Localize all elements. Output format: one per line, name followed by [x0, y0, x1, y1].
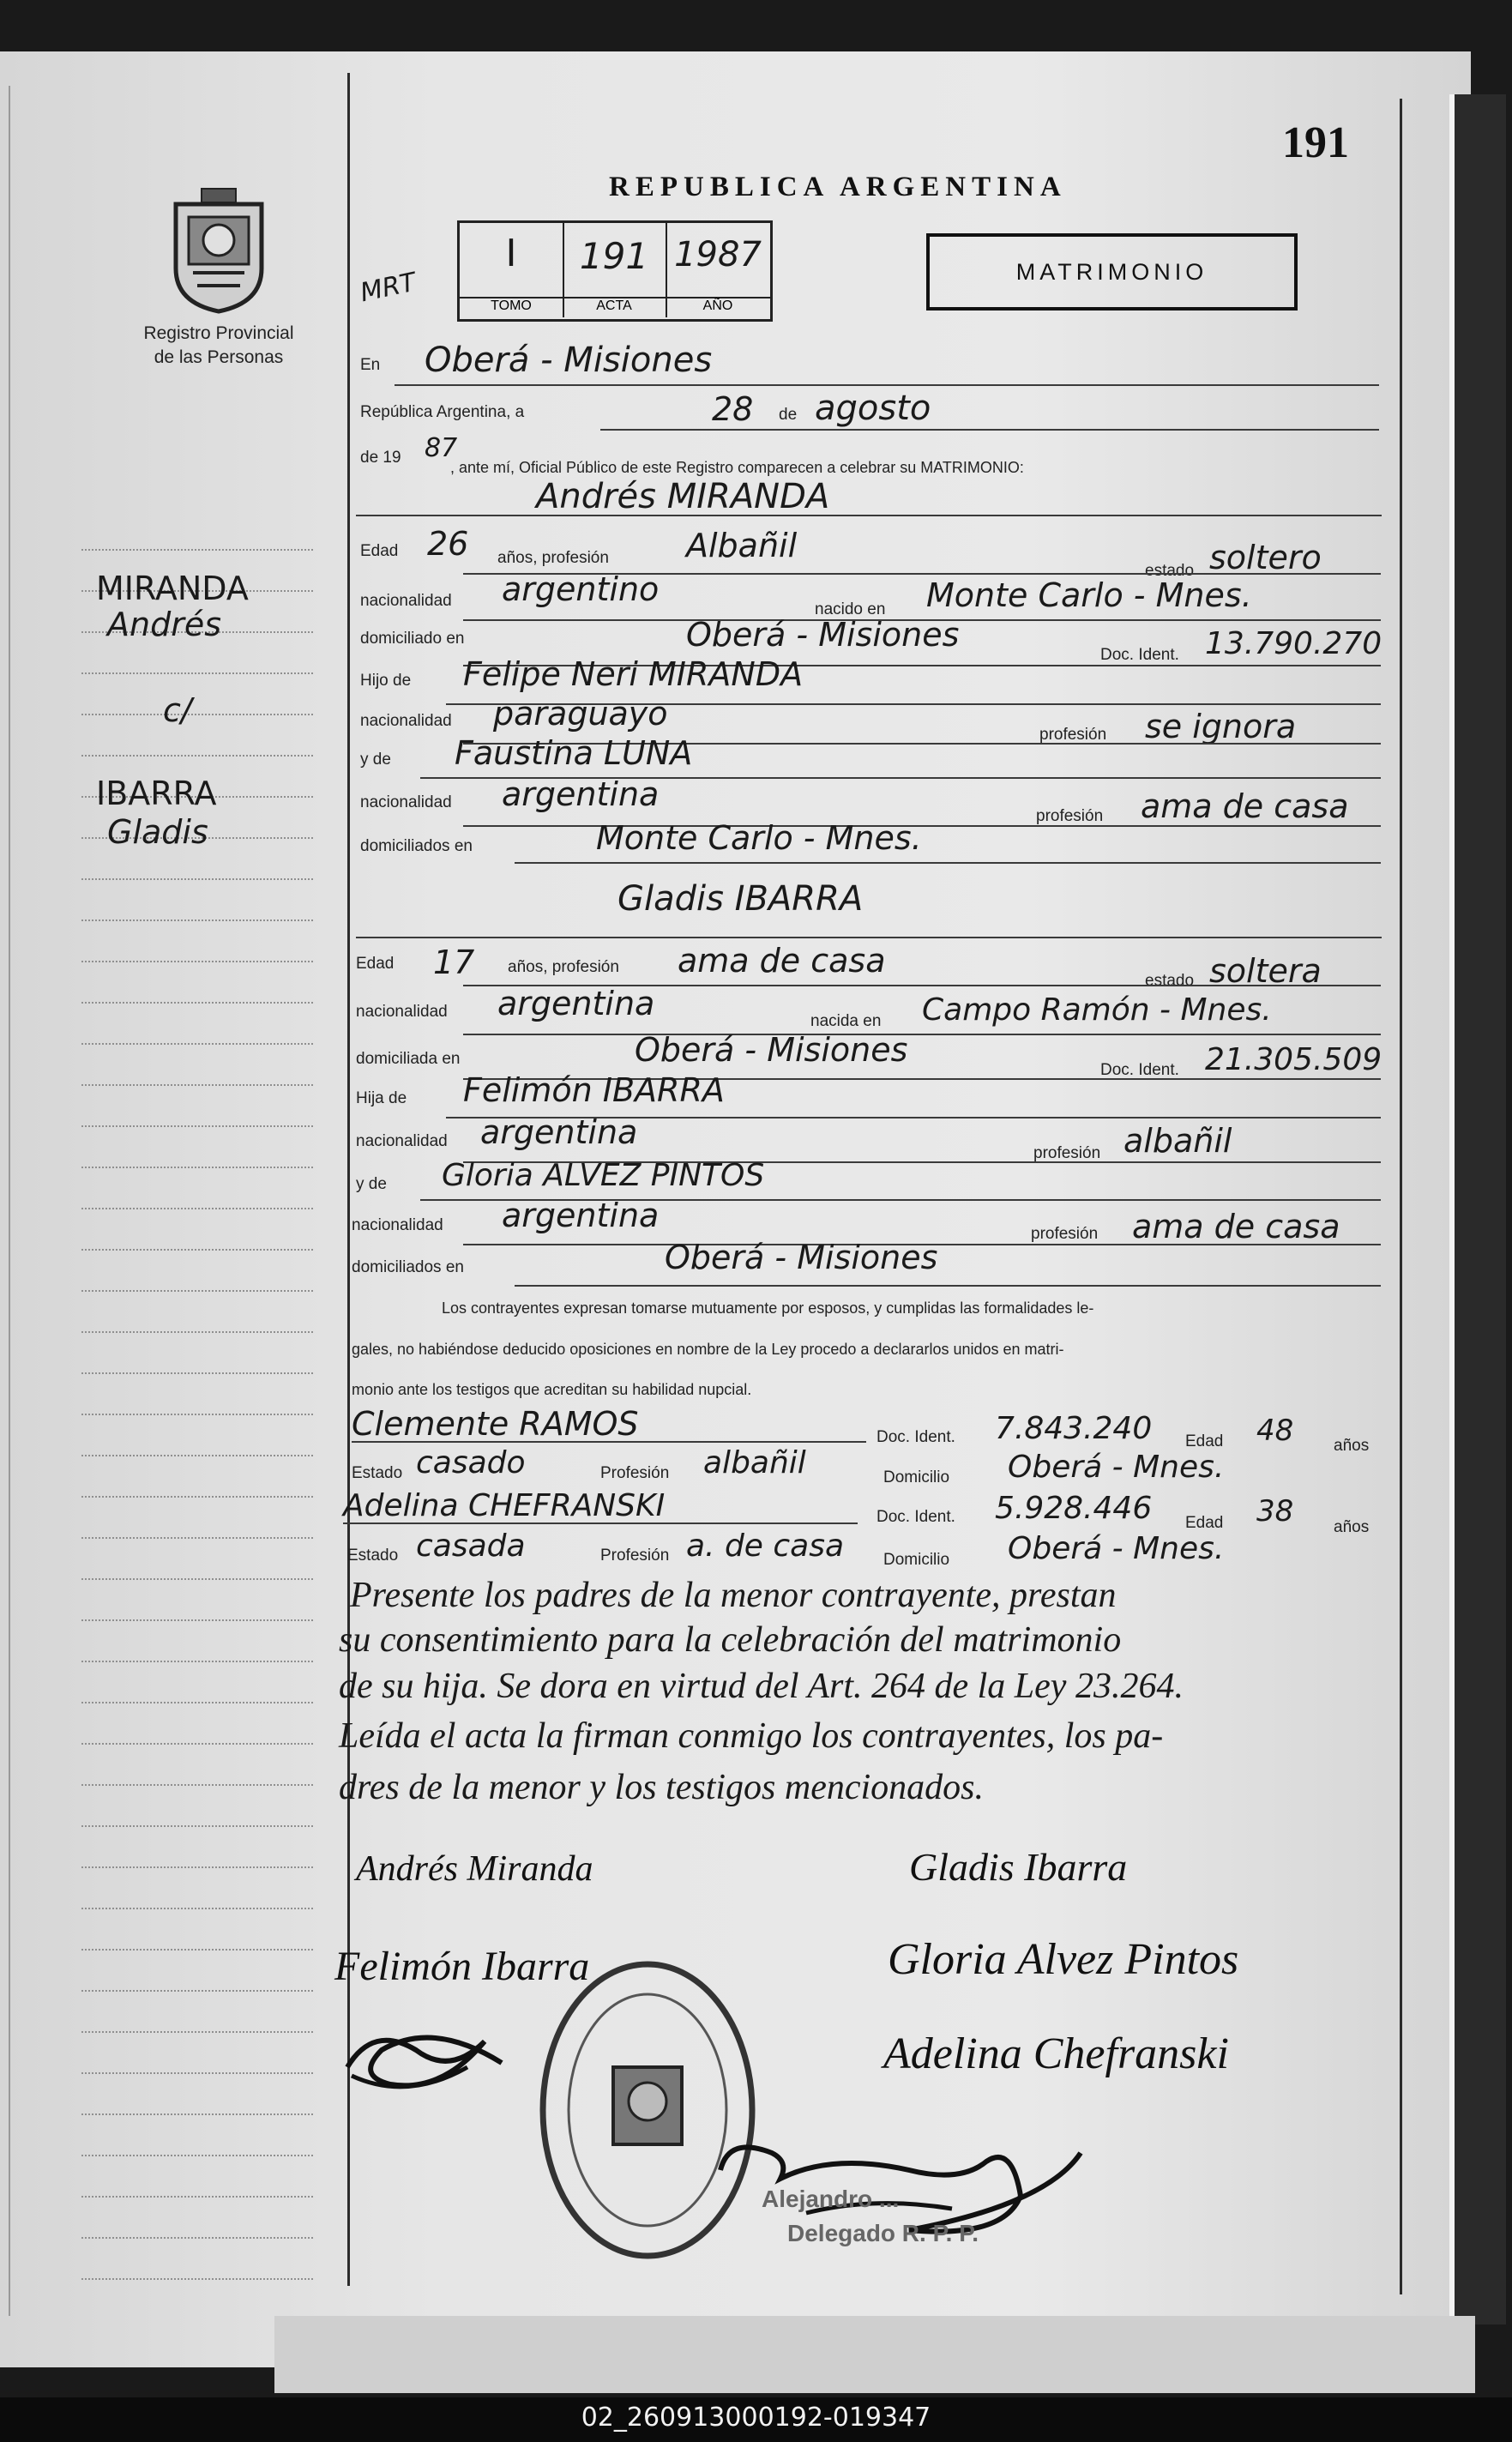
groom-domiciliado-label: domiciliado en	[360, 630, 465, 648]
rule	[343, 1522, 858, 1524]
acta-value: 191	[579, 235, 649, 277]
margin-rule	[81, 1702, 313, 1703]
margin-rule	[81, 672, 313, 674]
groom-domiciliados-label: domiciliados en	[360, 837, 473, 855]
margin-rule	[81, 1661, 313, 1662]
acta-label: ACTA	[563, 297, 666, 314]
margin-rule	[81, 714, 313, 715]
margin-rule	[81, 1331, 313, 1333]
bride-domiciliados-label: domiciliados en	[352, 1258, 464, 1276]
rule	[395, 384, 1379, 386]
intro-preamble: , ante mí, Oficial Público de este Registro comparecen a celebrar su MATRIMONIO:	[450, 459, 1024, 476]
witness1-anios-label: años	[1334, 1437, 1370, 1455]
bride-madre-prof-label: profesión	[1031, 1225, 1099, 1243]
note-line: Presente los padres de la menor contrayente, prestan	[350, 1576, 1117, 1615]
record-type-box	[926, 233, 1298, 311]
bride-nacionalidad: argentina	[497, 985, 655, 1022]
bride-hija-label: Hija de	[356, 1089, 407, 1107]
groom-anios-profesion-label: años, profesión	[497, 549, 609, 567]
registry-ref-box	[457, 220, 773, 322]
groom-padre: Felipe Neri MIRANDA	[463, 655, 804, 693]
record-type: MATRIMONIO	[1015, 258, 1208, 285]
note-line: Leída el acta la firman conmigo los contrayentes, los pa-	[339, 1716, 1164, 1756]
groom-doc: 13.790.270	[1205, 626, 1382, 661]
margin-conjunction: c/	[163, 691, 192, 729]
intro-year-suffix: 87	[425, 433, 458, 463]
margin-rule	[81, 1414, 313, 1415]
margin-rule	[81, 1619, 313, 1621]
bride-padres-domicilio: Oberá - Misiones	[665, 1239, 938, 1276]
groom-nacionalidad: argentino	[502, 570, 660, 608]
note-line: su consentimiento para la celebración del matrimonio	[339, 1620, 1122, 1660]
bride-padre-nacionalidad: argentina	[480, 1113, 638, 1151]
registry-name-line1: Registro Provincial	[143, 323, 294, 343]
scribble-signature-icon	[339, 2016, 510, 2110]
witness2-edad: 38	[1256, 1494, 1294, 1529]
intro-en-label: En	[360, 356, 381, 374]
text-border-right	[1400, 99, 1402, 2294]
witness1-estado-label: Estado	[352, 1464, 403, 1482]
witness1-edad-label: Edad	[1185, 1432, 1224, 1450]
rule	[515, 1285, 1381, 1287]
margin-rule	[81, 1825, 313, 1827]
margin-rule	[81, 1496, 313, 1498]
witness1-profesion-label: Profesión	[600, 1464, 670, 1482]
groom-padre-nacionalidad: paraguayo	[493, 695, 668, 733]
margin-rule	[81, 549, 313, 551]
margin-rule	[81, 1784, 313, 1786]
signature-bride-mother: Gloria Alvez Pintos	[888, 1935, 1239, 1984]
groom-doc-label: Doc. Ident.	[1100, 646, 1179, 664]
scan-id: 02_260913000192-019347	[581, 2403, 931, 2433]
bride-nacida-en: Campo Ramón - Mnes.	[922, 992, 1272, 1028]
bride-padre-profesion: albañil	[1123, 1122, 1232, 1160]
signature-witness2: Adelina Chefranski	[883, 2029, 1229, 2078]
margin-bride-surname: IBARRA	[96, 775, 217, 812]
groom-edad: 26	[427, 525, 469, 563]
tomo-value: I	[505, 232, 517, 275]
bride-edad: 17	[433, 944, 475, 981]
bride-doc-label: Doc. Ident.	[1100, 1061, 1179, 1079]
intro-day: 28	[712, 390, 754, 428]
rule	[463, 1034, 1381, 1035]
rule	[352, 1441, 866, 1443]
bride-madre-nac-label: nacionalidad	[352, 1216, 443, 1234]
declaration-line1: Los contrayentes expresan tomarse mutuamente por esposos, y cumplidas las formalidades le-	[442, 1299, 1094, 1317]
page-number: 191	[1282, 118, 1349, 167]
registry-emblem-icon	[163, 187, 274, 316]
bride-nacida-label: nacida en	[810, 1012, 882, 1030]
declaration-line2: gales, no habiéndose deducido oposiciones en nombre de la Ley procedo a declararlos unidos en matri-	[352, 1341, 1064, 1358]
groom-estado-label: estado	[1145, 562, 1195, 580]
bride-domicilio: Oberá - Misiones	[635, 1031, 908, 1069]
groom-edad-label: Edad	[360, 542, 399, 560]
margin-rule	[81, 920, 313, 921]
groom-hijo-label: Hijo de	[360, 672, 412, 690]
signature-bride-father: Felimón Ibarra	[334, 1944, 590, 1989]
groom-madre-prof-label: profesión	[1036, 807, 1104, 825]
bride-madre-nacionalidad: argentina	[502, 1197, 660, 1234]
note-line: de su hija. Se dora en virtud del Art. 264 de la Ley 23.264.	[339, 1667, 1184, 1706]
margin-rule	[81, 2113, 313, 2115]
margin-rule	[81, 1125, 313, 1127]
margin-rule	[81, 2155, 313, 2156]
groom-padre-profesion: se ignora	[1145, 708, 1297, 745]
bride-nacionalidad-label: nacionalidad	[356, 1003, 448, 1021]
margin-bride-given: Gladis	[107, 813, 208, 851]
margin-rule	[81, 2196, 313, 2198]
witness2-anios-label: años	[1334, 1518, 1370, 1536]
country-heading: REPUBLICA ARGENTINA	[609, 172, 1067, 202]
witness2-domicilio-label: Domicilio	[883, 1551, 950, 1569]
witness2-edad-label: Edad	[1185, 1514, 1224, 1532]
witness1-estado: casado	[416, 1445, 526, 1480]
official-title: Delegado R. P. P.	[787, 2220, 979, 2246]
margin-rule	[81, 1290, 313, 1292]
groom-madre: Faustina LUNA	[455, 734, 693, 772]
margin-groom-given: Andrés	[107, 606, 221, 643]
anio-label: AÑO	[666, 297, 770, 314]
margin-rule	[81, 1167, 313, 1168]
margin-rule	[81, 2072, 313, 2074]
groom-madre-nacionalidad: argentina	[502, 775, 660, 813]
groom-padres-domicilio: Monte Carlo - Mnes.	[596, 819, 922, 857]
witness2-profesion: a. de casa	[686, 1529, 845, 1564]
book-edge	[1449, 94, 1506, 2324]
bride-yde-label: y de	[356, 1175, 387, 1193]
bride-madre: Gloria ALVEZ PINTOS	[442, 1158, 765, 1193]
groom-name: Andrés MIRANDA	[536, 477, 830, 516]
groom-padre-prof-label: profesión	[1039, 726, 1107, 744]
groom-madre-nac-label: nacionalidad	[360, 793, 452, 811]
intro-month: agosto	[815, 389, 931, 428]
groom-nacido-en: Monte Carlo - Mnes.	[926, 576, 1252, 614]
margin-rule	[81, 1084, 313, 1086]
margin-rule	[81, 961, 313, 962]
bride-padre-prof-label: profesión	[1033, 1144, 1101, 1162]
bride-name: Gladis IBARRA	[617, 879, 864, 919]
margin-rule	[81, 1249, 313, 1251]
margin-rule	[81, 878, 313, 880]
bride-profesion: ama de casa	[678, 942, 886, 980]
bride-anios-profesion-label: años, profesión	[508, 958, 619, 976]
rule	[515, 862, 1381, 864]
margin-rule	[81, 1743, 313, 1745]
margin-rule	[81, 1537, 313, 1539]
margin-rule	[81, 2031, 313, 2033]
witness2-estado-label: Estado	[347, 1547, 399, 1565]
margin-rule	[81, 1372, 313, 1374]
note-line: dres de la menor y los testigos mencionados.	[339, 1768, 985, 1807]
groom-nacionalidad-label: nacionalidad	[360, 592, 452, 610]
groom-profesion: Albañil	[686, 527, 798, 564]
rule	[356, 515, 1382, 516]
margin-rule	[81, 1455, 313, 1456]
margin-rule	[81, 2237, 313, 2239]
margin-groom-surname: MIRANDA	[96, 570, 249, 607]
witness1-doc-label: Doc. Ident.	[876, 1428, 955, 1446]
bride-madre-profesion: ama de casa	[1132, 1208, 1340, 1245]
anio-value: 1987	[674, 235, 762, 274]
witness2-name: Adelina CHEFRANSKI	[343, 1488, 666, 1523]
bride-domiciliada-label: domiciliada en	[356, 1050, 461, 1068]
witness1-name: Clemente RAMOS	[352, 1405, 639, 1443]
witness2-doc-label: Doc. Ident.	[876, 1508, 955, 1526]
rule	[356, 937, 1382, 938]
margin-rule	[81, 1908, 313, 1909]
registry-name-line2: de las Personas	[154, 347, 284, 367]
groom-madre-profesion: ama de casa	[1141, 787, 1349, 825]
rule	[600, 429, 1379, 431]
witness1-domicilio: Oberá - Mnes.	[1008, 1450, 1225, 1485]
declaration-line3: monio ante los testigos que acreditan su habilidad nupcial.	[352, 1381, 752, 1398]
registry-prefix: MRT	[358, 267, 419, 309]
margin-rule	[81, 1578, 313, 1580]
margin-rule	[81, 1990, 313, 1992]
margin-rule	[81, 1866, 313, 1868]
page-inner-edge	[9, 86, 10, 2316]
witness1-profesion: albañil	[703, 1445, 806, 1480]
groom-padre-nac-label: nacionalidad	[360, 712, 452, 730]
intro-place: Oberá - Misiones	[425, 341, 713, 380]
groom-yde-label: y de	[360, 751, 391, 769]
signature-groom: Andrés Miranda	[356, 1849, 593, 1889]
witness2-domicilio: Oberá - Mnes.	[1008, 1531, 1225, 1566]
margin-rule	[81, 1208, 313, 1209]
groom-estado: soltero	[1209, 539, 1322, 576]
margin-rule	[81, 755, 313, 757]
groom-domicilio: Oberá - Misiones	[686, 616, 960, 654]
witness2-profesion-label: Profesión	[600, 1547, 670, 1565]
margin-rule	[81, 1949, 313, 1951]
groom-nacido-label: nacido en	[815, 600, 886, 618]
witness2-doc: 5.928.446	[995, 1491, 1153, 1526]
bride-edad-label: Edad	[356, 955, 395, 973]
intro-republica-label: República Argentina, a	[360, 403, 525, 421]
bride-estado: soltera	[1209, 952, 1322, 990]
witness1-domicilio-label: Domicilio	[883, 1468, 950, 1486]
tomo-label: TOMO	[460, 297, 563, 314]
bride-estado-label: estado	[1145, 972, 1195, 990]
official-name: Alejandro ...	[762, 2186, 900, 2212]
witness1-doc: 7.843.240	[995, 1411, 1153, 1446]
bride-doc: 21.305.509	[1205, 1042, 1382, 1077]
margin-rule	[81, 2278, 313, 2280]
signature-bride: Gladis Ibarra	[909, 1845, 1128, 1889]
margin-rule	[81, 1002, 313, 1004]
page-bottom-strip	[274, 2316, 1475, 2393]
bride-padre: Felimón IBARRA	[463, 1071, 725, 1109]
bride-padre-nac-label: nacionalidad	[356, 1132, 448, 1150]
intro-year-prefix: de 19	[360, 449, 401, 467]
witness2-estado: casada	[416, 1529, 526, 1564]
witness1-edad: 48	[1256, 1414, 1294, 1448]
intro-de-label: de	[779, 406, 798, 424]
margin-rule	[81, 1043, 313, 1045]
